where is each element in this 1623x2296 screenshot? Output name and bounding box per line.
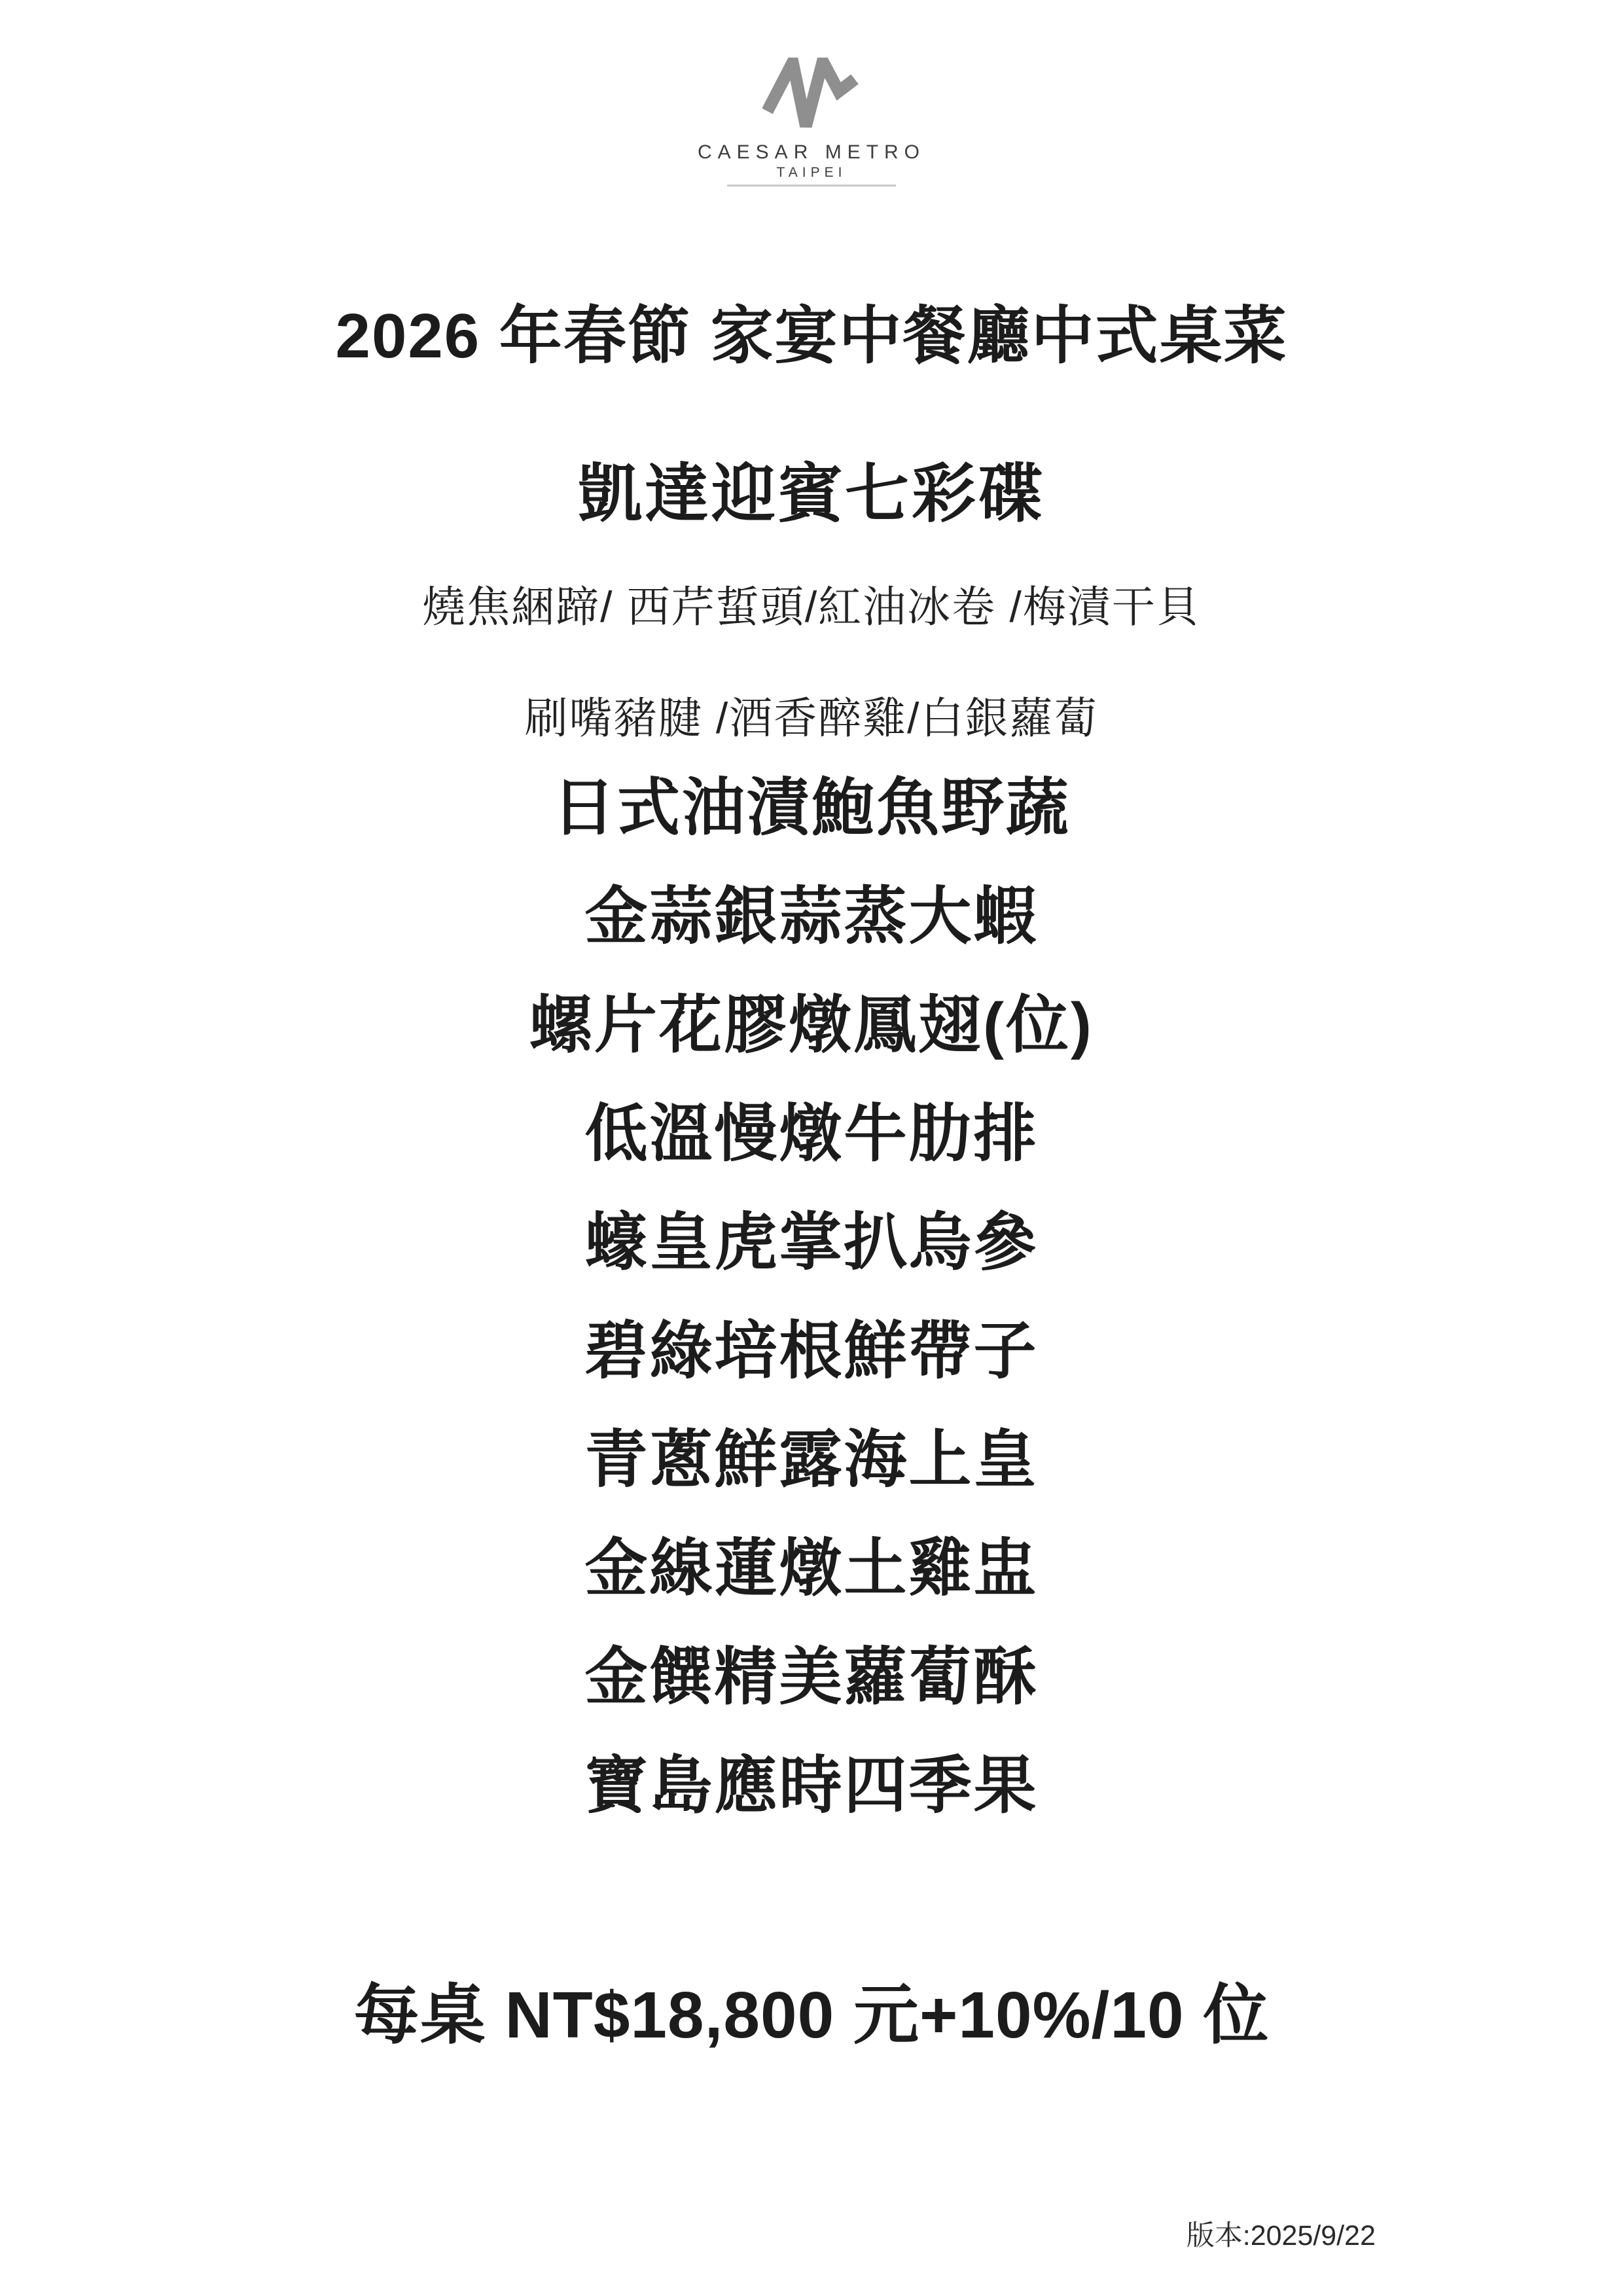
dish-item: 寶島應時四季果	[584, 1751, 1039, 1821]
dish-item: 金饌精美蘿蔔酥	[584, 1642, 1039, 1712]
page-title: 2026 年春節 家宴中餐廳中式桌菜	[335, 301, 1288, 371]
dish-item: 低溫慢燉牛肋排	[584, 1099, 1039, 1169]
dish-item: 青蔥鮮露海上皇	[584, 1425, 1039, 1495]
dish-item: 金蒜銀蒜蒸大蝦	[584, 882, 1039, 952]
dish-item: 螺片花膠燉鳳翅(位)	[529, 990, 1094, 1060]
logo-divider	[727, 185, 896, 187]
dish-item: 日式油漬鮑魚野蔬	[552, 773, 1071, 843]
price-per-table: 每桌 NT$18,800 元+10%/10 位	[353, 1979, 1270, 2052]
dish-item: 蠔皇虎掌扒烏參	[584, 1208, 1039, 1278]
appetizer-line-1: 燒焦綑蹄/ 西芹蜇頭/紅油冰卷 /梅漬干貝	[422, 583, 1201, 631]
dish-item: 碧綠培根鮮帶子	[584, 1316, 1039, 1386]
dish-item: 金線蓮燉土雞盅	[584, 1534, 1039, 1604]
caesar-metro-logo-icon	[762, 58, 861, 131]
hotel-city: TAIPEI	[776, 165, 847, 180]
dish-list	[0, 754, 1623, 1840]
hotel-name: CAESAR METRO	[697, 141, 926, 163]
hotel-logo	[0, 58, 1623, 187]
course-title: 凱達迎賓七彩碟	[577, 457, 1045, 529]
version-stamp: 版本:2025/9/22	[1186, 2220, 1376, 2251]
appetizer-line-2: 刷嘴豬腱 /酒香醉雞/白銀蘿蔔	[524, 694, 1099, 742]
